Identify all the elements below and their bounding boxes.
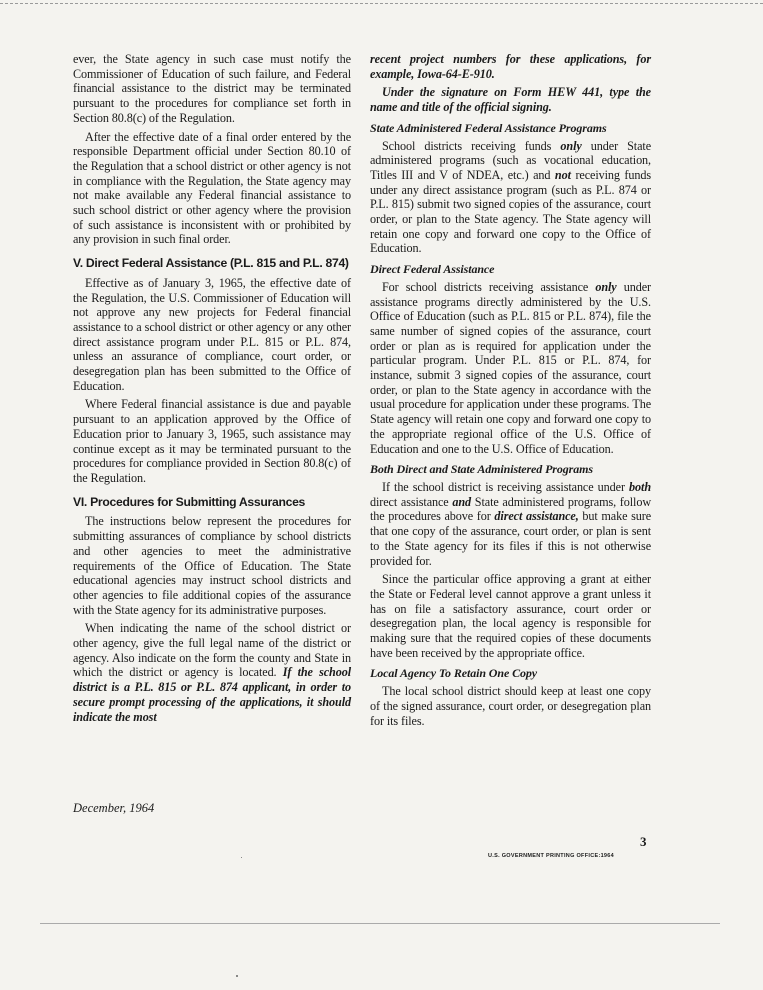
text: State administered programs, follow the procedures above for xyxy=(370,494,652,524)
paragraph xyxy=(370,280,651,456)
top-edge-line xyxy=(0,3,763,4)
emphasis-text: and xyxy=(452,494,472,509)
subheading-direct-federal: Direct Federal Assistance xyxy=(370,262,495,277)
paragraph: Under the signature on Form HEW 441, type the name and title of the official signing. xyxy=(370,85,651,115)
subheading-local-agency: Local Agency To Retain One Copy xyxy=(370,666,537,681)
emphasis-text: not xyxy=(554,167,571,182)
emphasis-text: both xyxy=(629,479,651,494)
text: receiving funds under any direct assistance program (such as P.L. 874 or P.L. 815) submit two signed copies of the assurance, court order, or plan to the State agency. The State agency will retain one copy and forward one copy to the Office of Education. xyxy=(370,167,651,256)
section-heading-v: V. Direct Federal Assistance (P.L. 815 and P.L. 874) xyxy=(73,256,349,271)
emphasis-text: only xyxy=(595,279,617,294)
text: For school districts receiving assistance xyxy=(382,279,589,294)
section-heading-vi: VI. Procedures for Submitting Assurances xyxy=(73,494,306,509)
paragraph xyxy=(73,621,351,724)
paragraph: Since the particular office approving a grant at either the State or Federal level cannot approve a grant unless it has on file a satisfactory assurance, court order or desegregation plan, the local agency is responsible for making sure that the required copies of these documents have been received by the appropriate office. xyxy=(370,572,651,660)
paragraph xyxy=(370,139,651,257)
paragraph: ever, the State agency in such case must notify the Commissioner of Education of such failure, and Federal financial assistance to the district may be terminated pursuant to the procedures for compliance set forth in Section 80.8(c) of the Regulation. xyxy=(73,52,351,125)
text: but make sure that one copy of the assurance, court order, or plan is sent to the State agency for its files if this is not otherwise provided for. xyxy=(370,509,652,568)
paragraph: recent project numbers for these applications, for example, Iowa-64-E-910. xyxy=(370,52,651,81)
paragraph: After the effective date of a final order entered by the responsible Department official under Section 80.10 of the Regulation that a school district or other agency is not in compliance with the Regulation, the State agency may not make available any Federal financial assistance to such school district or other agency where the provision of such assistance is inconsistent with or prohibited by any provision in such final order. xyxy=(73,129,351,247)
text: If the school district is receiving assistance under xyxy=(382,479,625,494)
scan-speck xyxy=(236,975,238,977)
text: direct assistance xyxy=(370,494,449,509)
text: under assistance programs directly administered by the U.S. Office of Education (such as P.L. 815 or P.L. 874), file the same number of signed copies of the assurance, court order or plan as is required for application under the particular program. Under P.L. 815 or P.L. 874, for instance, submit 3 signed copies of the assurance, court order, or plan to the State agency in accordance with the usual procedure for application under these programs. The State agency will retain one copy and forward one copy to the appropriate regional office of the U.S. Office of Education and one to the U.S. Office of Education. xyxy=(370,279,651,456)
bottom-divider xyxy=(40,923,720,924)
paragraph: The local school district should keep at least one copy of the signed assurance, court order, or desegregation plan for its files. xyxy=(370,684,651,728)
emphasis-text: If the school district is a P.L. 815 or P.L. 874 applicant, in order to secure prompt processing of the applications, it should indicate the most xyxy=(73,665,351,724)
right-column xyxy=(370,52,651,732)
paragraph: The instructions below represent the procedures for submitting assurances of compliance by school districts and other agencies to meet the administrative requirements of the Office of Education. The State educational agencies may instruct school districts and other agencies to file additional copies of the assurance with the State agency for its administrative purposes. xyxy=(73,514,351,617)
subheading-both-programs: Both Direct and State Administered Programs xyxy=(370,462,593,477)
left-column xyxy=(73,52,351,728)
page-number: 3 xyxy=(640,834,647,849)
emphasis-text: direct assistance, xyxy=(494,509,579,524)
paragraph: Where Federal financial assistance is due and payable pursuant to an application approved by the Office of Education prior to January 3, 1965, such assistance may continue except as it may be terminated pursuant to the procedures for compliance provided in Section 80.8(c) of the Regulation. xyxy=(73,397,351,485)
subheading-state-administered: State Administered Federal Assistance Programs xyxy=(370,120,607,135)
footer-date: December, 1964 xyxy=(73,801,155,815)
printing-office-imprint: U.S. GOVERNMENT PRINTING OFFICE:1964 xyxy=(488,853,615,859)
paragraph xyxy=(370,480,651,568)
scan-speck xyxy=(241,857,242,858)
emphasis-text: only xyxy=(560,138,582,153)
paragraph-text: When indicating the name of the school district or other agency, give the full legal name of the district or agency. Also indicate on the form the county and State in which the district or agency is located. xyxy=(73,621,351,680)
text: under State administered programs (such as vocational education, Titles III and V of NDEA, etc.) and xyxy=(370,138,652,182)
paragraph: Effective as of January 3, 1965, the effective date of the Regulation, the U.S. Commissioner of Education will not approve any new projects for Federal financial assistance to a school district or other agency or any other direct assistance program under P.L. 815 or P.L. 874, unless an assurance of compliance, court order, or desegregation plan has been submitted to the Office of Education. xyxy=(73,275,351,393)
text: School districts receiving funds xyxy=(382,138,552,153)
